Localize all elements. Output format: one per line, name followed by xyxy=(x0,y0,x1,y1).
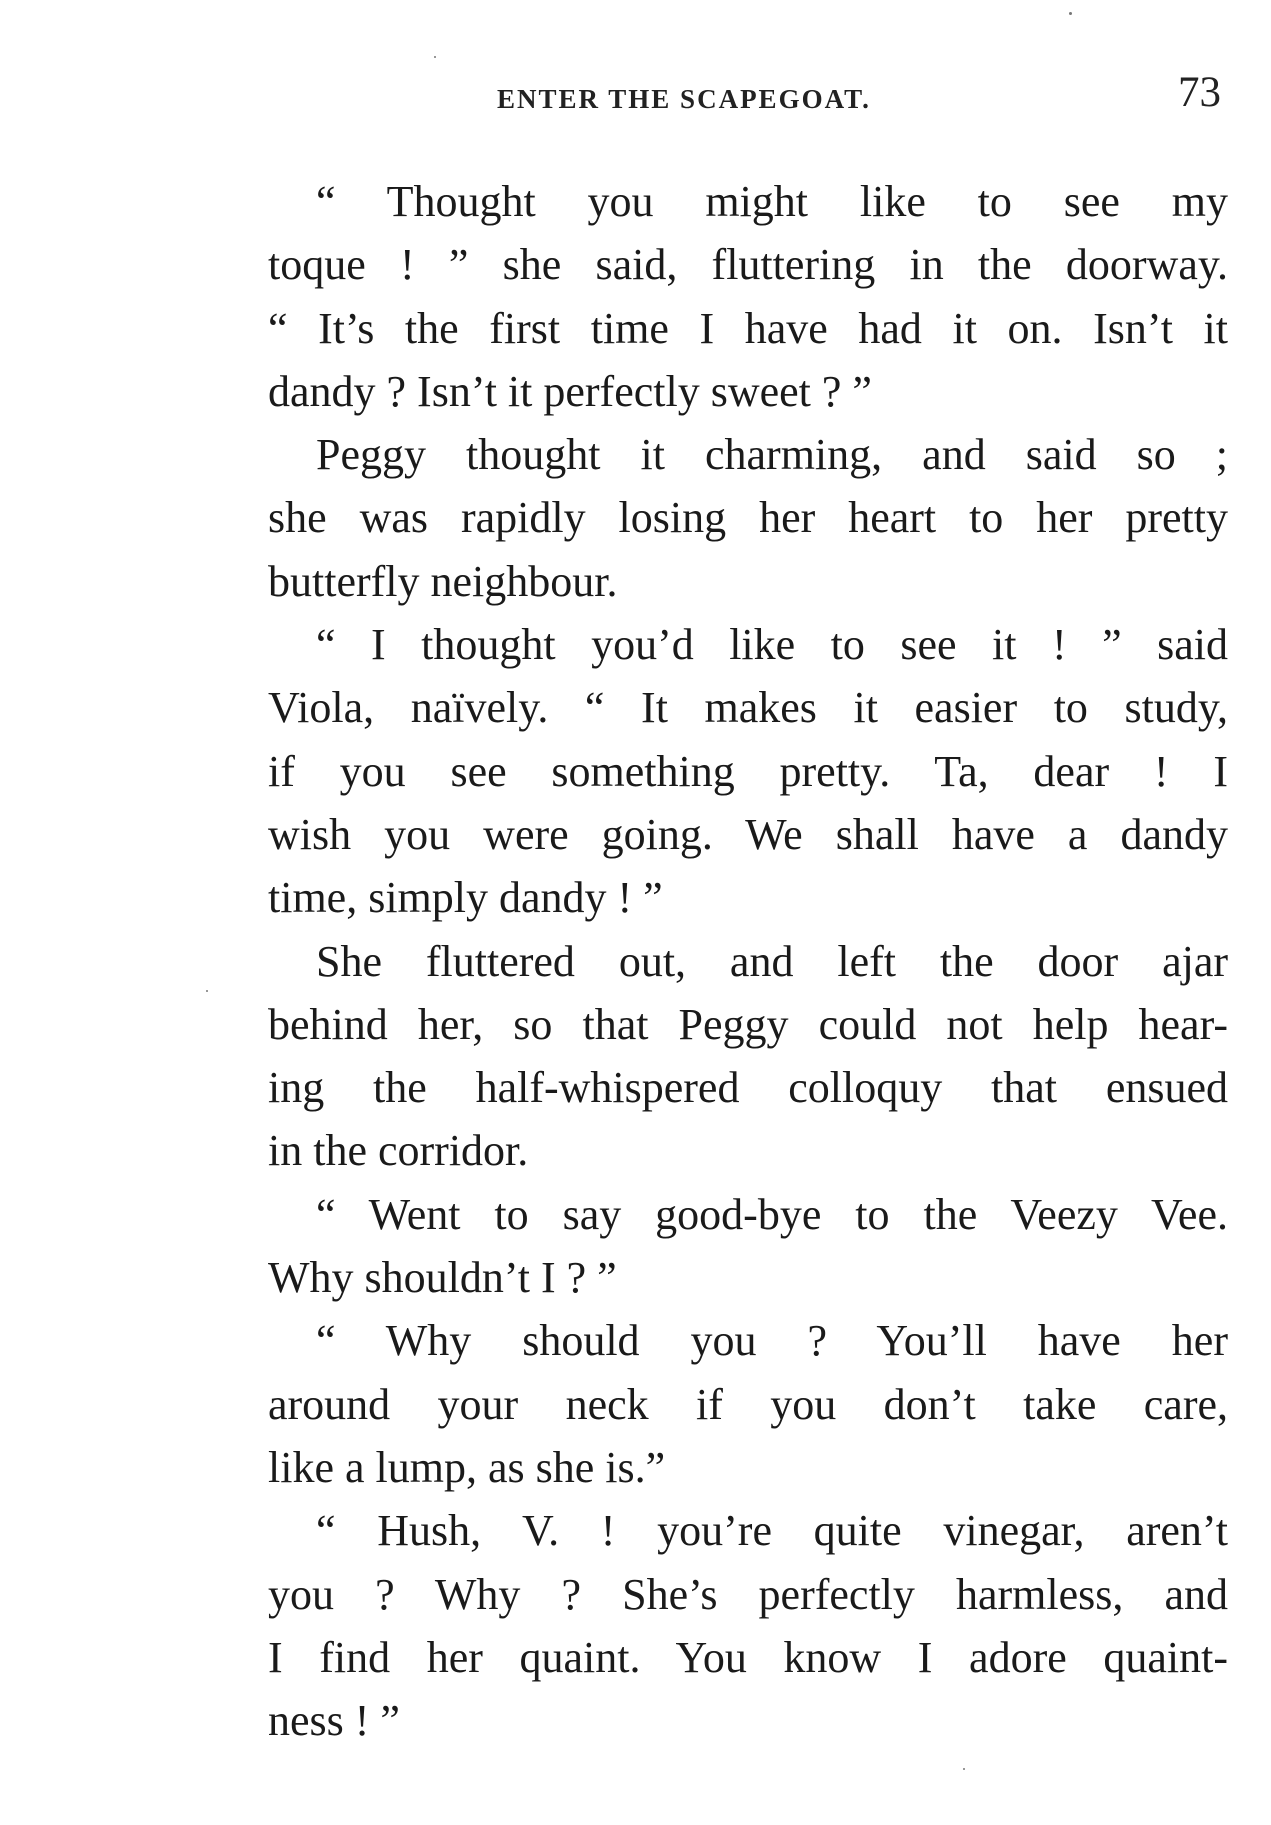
speck xyxy=(963,1768,965,1770)
text-line: ness ! ” xyxy=(268,1696,400,1746)
page-number: 73 xyxy=(1178,69,1221,116)
text-line: “ Thought you might like to see my xyxy=(316,177,1228,226)
text-line: wish you were going. We shall have a dandy xyxy=(268,809,1228,859)
text-line: butterfly neighbour. xyxy=(268,556,618,606)
text-line: Viola, naïvely. “ It makes it easier to study, xyxy=(268,683,1228,733)
speck xyxy=(434,56,436,58)
text-line: in the corridor. xyxy=(268,1126,529,1176)
speck xyxy=(1069,12,1072,15)
running-head: ENTER THE SCAPEGOAT. xyxy=(497,84,871,114)
text-line: time, simply dandy ! ” xyxy=(268,873,663,923)
text-line: behind her, so that Peggy could not help hear- xyxy=(268,999,1228,1049)
text-line: dandy ? Isn’t it perfectly sweet ? ” xyxy=(268,366,872,416)
text-line: she was rapidly losing her heart to her pretty xyxy=(268,493,1228,543)
text-line: “ Went to say good-bye to the Veezy Vee. xyxy=(316,1189,1228,1239)
speck xyxy=(206,990,208,992)
text-line: toque ! ” she said, fluttering in the doorway. xyxy=(268,240,1228,290)
text-line: “ Why should you ? You’ll have her xyxy=(316,1316,1228,1366)
text-line: “ It’s the first time I have had it on. Isn’t it xyxy=(268,303,1228,353)
text-line: I find her quaint. You know I adore quaint- xyxy=(268,1632,1228,1682)
text-line: like a lump, as she is.” xyxy=(268,1442,666,1492)
text-line: She fluttered out, and left the door ajar xyxy=(316,936,1228,986)
text-line: if you see something pretty. Ta, dear ! I xyxy=(268,746,1228,796)
body-text xyxy=(268,170,1228,1752)
text-line: ing the half-whispered colloquy that ensued xyxy=(268,1063,1228,1113)
text-line: Why shouldn’t I ? ” xyxy=(268,1253,617,1303)
text-line: “ I thought you’d like to see it ! ” said xyxy=(316,620,1228,670)
text-line: “ Hush, V. ! you’re quite vinegar, aren’t xyxy=(316,1506,1228,1556)
text-line: you ? Why ? She’s perfectly harmless, and xyxy=(268,1569,1228,1619)
text-line: Peggy thought it charming, and said so ; xyxy=(316,430,1228,480)
text-line: around your neck if you don’t take care, xyxy=(268,1379,1228,1429)
